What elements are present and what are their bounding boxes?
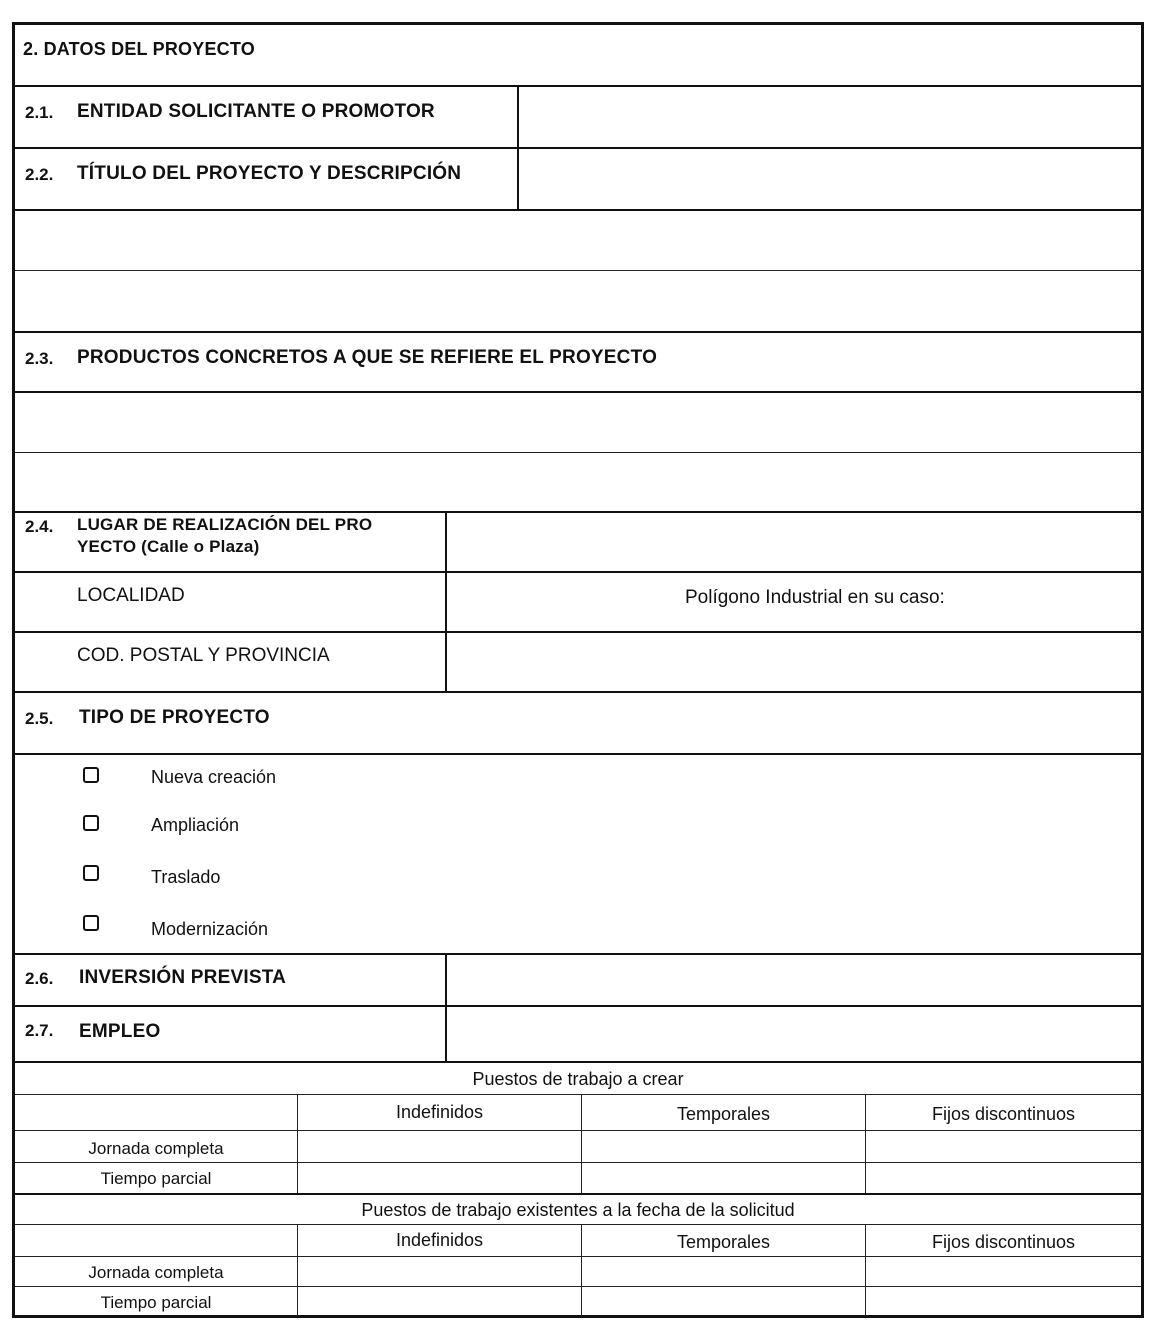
row-inversion: [15, 955, 1141, 1007]
descripcion-line-2[interactable]: [15, 271, 1141, 333]
row-titulo: [15, 149, 1141, 211]
inversion-input[interactable]: [447, 955, 1141, 1005]
table-cell[interactable]: [865, 1257, 1141, 1286]
checkbox-nueva-creacion[interactable]: [83, 767, 99, 783]
s23-number: 2.3.: [25, 349, 54, 368]
project-data-form: [12, 22, 1144, 1318]
poligono-label: Polígono Industrial en su caso:: [685, 587, 945, 608]
titulo-input[interactable]: [519, 149, 1141, 209]
row-label: Tiempo parcial: [100, 1169, 212, 1188]
s27-label: EMPLEO: [79, 1021, 161, 1042]
cod-postal-label: COD. POSTAL Y PROVINCIA: [77, 645, 330, 666]
row-label: Tiempo parcial: [100, 1293, 212, 1312]
cod-postal-input[interactable]: [447, 633, 1141, 691]
table-header-cell: Fijos discontinuos: [865, 1095, 1141, 1130]
row-empleo: [15, 1007, 1141, 1063]
row-localidad: [15, 573, 1141, 633]
table-existentes-title: Puestos de trabajo existentes a la fecha de la solicitud: [361, 1200, 795, 1220]
table-cell[interactable]: [581, 1163, 865, 1193]
table-crear-title: Puestos de trabajo a crear: [472, 1069, 684, 1089]
row-tipo: [15, 693, 1141, 755]
table-cell[interactable]: [865, 1163, 1141, 1193]
table-header-cell: [15, 1095, 297, 1130]
s25-number: 2.5.: [25, 709, 54, 728]
table-header-cell: Indefinidos: [297, 1095, 581, 1130]
table-crear-title-row: [15, 1063, 1141, 1095]
localidad-label: LOCALIDAD: [77, 585, 185, 606]
table-header-cell: Fijos discontinuos: [865, 1225, 1141, 1256]
table-header-cell: Temporales: [581, 1225, 865, 1256]
table-row: [15, 1163, 1141, 1195]
s24-number: 2.4.: [25, 517, 54, 536]
s21-number: 2.1.: [25, 103, 54, 122]
divider: [445, 573, 447, 631]
productos-line-2[interactable]: [15, 453, 1141, 513]
s22-label: TÍTULO DEL PROYECTO Y DESCRIPCIÓN: [77, 163, 462, 184]
s23-label: PRODUCTOS CONCRETOS A QUE SE REFIERE EL PROYECTO: [77, 347, 658, 368]
checkbox-modernizacion[interactable]: [83, 915, 99, 931]
s22-number: 2.2.: [25, 165, 54, 184]
checkbox-ampliacion[interactable]: [83, 815, 99, 831]
table-cell[interactable]: [297, 1287, 581, 1316]
table-crear-header: [15, 1095, 1141, 1131]
table-existentes-header: [15, 1225, 1141, 1257]
table-cell[interactable]: [581, 1287, 865, 1316]
descripcion-line-1[interactable]: [15, 211, 1141, 271]
s25-label: TIPO DE PROYECTO: [79, 707, 270, 728]
table-cell[interactable]: [865, 1131, 1141, 1162]
row-lugar: [15, 513, 1141, 573]
table-header-cell: Indefinidos: [297, 1225, 581, 1256]
option-label: Traslado: [151, 867, 221, 887]
s26-label: INVERSIÓN PREVISTA: [79, 967, 287, 988]
entidad-input[interactable]: [519, 87, 1141, 147]
row-cod-postal: [15, 633, 1141, 693]
table-header-cell: [15, 1225, 297, 1256]
s24-label-line2: YECTO (Calle o Plaza): [77, 537, 260, 556]
option-label: Modernización: [151, 919, 269, 939]
table-row: [15, 1287, 1141, 1316]
row-label: Jornada completa: [88, 1263, 224, 1282]
checkbox-traslado[interactable]: [83, 865, 99, 881]
table-existentes-title-row: [15, 1195, 1141, 1225]
s27-number: 2.7.: [25, 1021, 54, 1040]
table-cell[interactable]: [297, 1131, 581, 1162]
lugar-input[interactable]: [447, 513, 1141, 571]
table-cell[interactable]: [581, 1257, 865, 1286]
table-row: [15, 1257, 1141, 1287]
empleo-input[interactable]: [447, 1007, 1141, 1061]
table-cell[interactable]: [581, 1131, 865, 1162]
section-header: [15, 25, 1141, 87]
row-productos: [15, 333, 1141, 393]
row-entidad: [15, 87, 1141, 149]
s26-number: 2.6.: [25, 969, 54, 988]
option-label: Nueva creación: [151, 767, 277, 787]
table-header-cell: Temporales: [581, 1095, 865, 1130]
option-label: Ampliación: [151, 815, 240, 835]
table-cell[interactable]: [297, 1257, 581, 1286]
table-row: [15, 1131, 1141, 1163]
s21-label: ENTIDAD SOLICITANTE O PROMOTOR: [77, 101, 435, 122]
s24-label-line1: LUGAR DE REALIZACIÓN DEL PRO: [77, 515, 373, 534]
productos-line-1[interactable]: [15, 393, 1141, 453]
row-label: Jornada completa: [88, 1139, 224, 1158]
section-title: 2. DATOS DEL PROYECTO: [23, 39, 255, 59]
table-cell[interactable]: [865, 1287, 1141, 1316]
table-cell[interactable]: [297, 1163, 581, 1193]
tipo-options: [15, 755, 1141, 955]
